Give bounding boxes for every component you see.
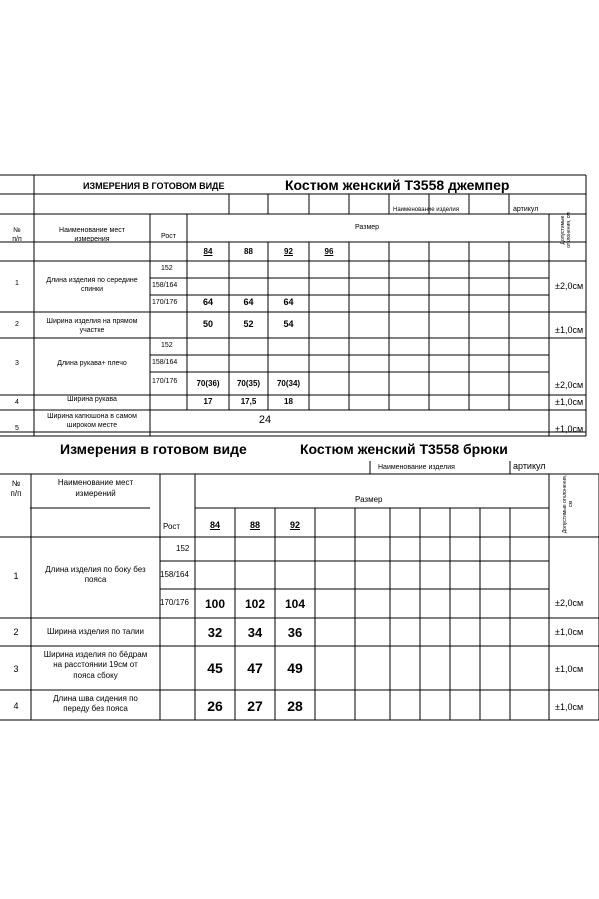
- t1-row4-no: 4: [15, 399, 19, 406]
- t1-row1-height-158: 158/164: [152, 282, 178, 289]
- t2-row4-no: 4: [13, 701, 19, 711]
- t1-row4-val-92: 18: [284, 397, 293, 406]
- t1-row3-val-84: 70(36): [196, 379, 220, 388]
- t1-row3-tol: ±2,0см: [555, 380, 584, 390]
- t2-row4-val-84: 26: [207, 698, 223, 714]
- t1-row3-height-170: 170/176: [152, 378, 178, 385]
- t2-row3-val-84: 45: [207, 660, 223, 676]
- t2-row3-val-92: 49: [287, 660, 303, 676]
- t2-row1-name: Длина изделия по боку без пояса: [45, 565, 146, 585]
- t2-row1-tol: ±2,0см: [555, 598, 584, 608]
- t1-name-label: Наименование изделия: [393, 207, 459, 213]
- t2-row3-no: 3: [13, 664, 19, 674]
- t2-col-height: Рост: [163, 522, 181, 531]
- t1-row1-val-88: 64: [243, 297, 254, 307]
- t2-size-92: 92: [289, 520, 300, 530]
- t1-col-height: Рост: [161, 233, 176, 240]
- t2-row1-no: 1: [13, 571, 19, 581]
- t1-size-84: 84: [203, 247, 213, 256]
- t2-row2-name: Ширина изделия по талии: [47, 627, 144, 636]
- t2-heading: Измерения в готовом виде: [60, 441, 247, 457]
- t2-row1-height-158: 158/164: [160, 570, 189, 579]
- t1-size-88: 88: [244, 247, 253, 256]
- t2-row1-val-84: 100: [204, 597, 226, 611]
- t1-row2-val-84: 50: [202, 319, 213, 329]
- t2-row4-val-88: 27: [247, 698, 263, 714]
- t1-row4-tol: ±1,0см: [555, 397, 584, 407]
- t2-row2-val-92: 36: [287, 625, 303, 640]
- t2-row2-val-84: 32: [207, 625, 223, 640]
- t1-row3-height-152: 152: [161, 342, 173, 349]
- t2-row4-name: Длина шва сидения по переду без пояса: [53, 694, 138, 714]
- t2-row1-val-92: 104: [284, 597, 306, 611]
- t2-product-title: Костюм женский Т3558 брюки: [300, 441, 508, 457]
- t1-row1-tol: ±2,0см: [555, 281, 584, 291]
- t1-row2-val-92: 54: [283, 319, 294, 329]
- t1-row3-no: 3: [15, 360, 19, 367]
- t2-row3-tol: ±1,0см: [555, 664, 584, 674]
- t1-row5-value: 24: [258, 414, 272, 426]
- t1-row1-val-84: 64: [202, 297, 213, 307]
- t1-heading: ИЗМЕРЕНИЯ В ГОТОВОМ ВИДЕ: [83, 181, 225, 191]
- t1-row1-height-170: 170/176: [152, 299, 178, 306]
- t2-row2-val-88: 34: [247, 625, 263, 640]
- t1-row3-val-88: 70(35): [236, 379, 261, 388]
- t2-row3-name: Ширина изделия по бёдрам на расстоянии 19см от пояса сбоку: [43, 650, 148, 680]
- t1-row2-val-88: 52: [243, 319, 254, 329]
- t2-col-name: Наименование мест измерений: [57, 478, 134, 499]
- t1-row2-name: Ширина изделия на прямом участке: [46, 318, 138, 335]
- t1-row5-tol: ±1,0см: [555, 424, 584, 434]
- t2-col-no: № п/п: [10, 479, 22, 499]
- t1-row5-no: 5: [15, 425, 19, 432]
- t2-row1-height-170: 170/176: [160, 598, 189, 607]
- t2-row4-val-92: 28: [287, 698, 303, 714]
- t2-row3-val-88: 47: [247, 660, 263, 676]
- t1-row4-val-88: 17,5: [240, 397, 257, 406]
- t2-row4-tol: ±1,0см: [555, 702, 584, 712]
- t1-row3-height-158: 158/164: [152, 359, 178, 366]
- t2-row2-tol: ±1,0см: [555, 627, 584, 637]
- t1-row1-name: Длина изделия по середине спинки: [46, 277, 138, 294]
- t2-col-tolerance: Допустимые отклонения, см: [562, 474, 574, 534]
- t1-row2-tol: ±1,0см: [555, 325, 584, 335]
- t1-size-92: 92: [284, 247, 293, 256]
- t1-col-tolerance: Допустимые отклонения, см: [560, 212, 572, 248]
- t1-article-label: артикул: [513, 206, 539, 213]
- t2-article-label: артикул: [513, 461, 546, 471]
- t1-product-title: Костюм женский Т3558 джемпер: [285, 177, 510, 193]
- t1-col-name: Наименование мест измерения: [59, 227, 125, 244]
- t1-size-96: 96: [324, 247, 334, 256]
- t2-row1-val-88: 102: [244, 597, 266, 611]
- t1-row5-name: Ширина капюшона в самом широком месте: [47, 413, 137, 430]
- t1-row3-name: Длина рукава+ плечо: [57, 360, 127, 367]
- t1-row1-height-152: 152: [161, 265, 173, 272]
- t2-size-88: 88: [249, 520, 260, 530]
- t2-size-84: 84: [209, 520, 220, 530]
- t2-row1-height-152: 152: [176, 544, 190, 553]
- t1-row2-no: 2: [15, 321, 19, 328]
- t1-row1-val-92: 64: [283, 297, 294, 307]
- t2-name-label: Наименование изделия: [378, 464, 455, 471]
- t1-row1-no: 1: [15, 280, 19, 287]
- t2-col-size: Размер: [355, 495, 383, 504]
- t1-row3-val-92: 70(34): [276, 379, 301, 388]
- t1-col-size: Размер: [355, 224, 380, 231]
- t1-col-no: № п/п: [12, 227, 22, 244]
- t1-row4-name: Ширина рукава: [67, 396, 117, 403]
- t2-row2-no: 2: [13, 627, 19, 637]
- t1-row4-val-84: 17: [203, 397, 213, 406]
